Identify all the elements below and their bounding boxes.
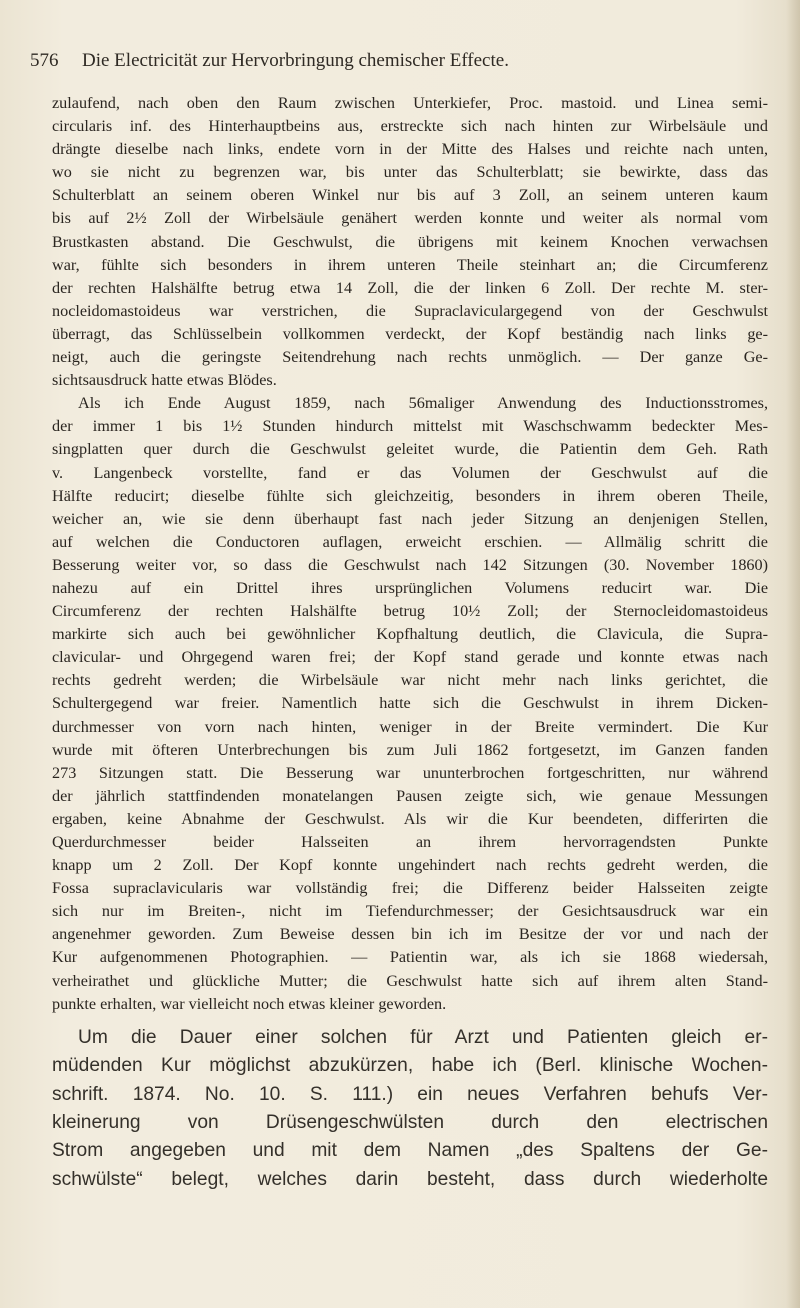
text-line: Strom angegeben und mit dem Namen „des Spaltens der Ge- [52, 1140, 768, 1162]
text-line: singplatten quer durch die Geschwulst geleitet wurde, die Patientin dem Geh. Rath [52, 440, 768, 459]
text-line: ergaben, keine Abnahme der Geschwulst. Als wir die Kur beendeten, differirten die [52, 809, 768, 828]
text-line: circularis inf. des Hinterhauptbeins aus, erstreckte sich nach hinten zur Wirbelsäule und [52, 117, 768, 136]
text-line: schrift. 1874. No. 10. S. 111.) ein neues Verfahren behufs Ver- [52, 1083, 768, 1105]
text-line: kleinerung von Drüsengeschwülsten durch den electrischen [52, 1111, 768, 1133]
text-line: weicher an, wie sie denn überhaupt fast nach jeder Sitzung an denjenigen Stellen, [52, 509, 768, 528]
text-line: war, fühlte sich besonders in ihrem unteren Theile steinhart an; die Circumferenz [52, 255, 768, 274]
text-line: Um die Dauer einer solchen für Arzt und Patienten gleich er- [78, 1026, 768, 1048]
text-line: müdenden Kur möglichst abzukürzen, habe ich (Berl. klinische Wochen- [52, 1055, 768, 1077]
text-line: bis auf 2½ Zoll der Wirbelsäule genähert werden konnte und weiter als normal vom [52, 209, 768, 228]
text-line: rechts gedreht werden; die Wirbelsäule war nicht mehr nach links gerichtet, die [52, 671, 768, 690]
running-title: Die Electricität zur Hervorbringung chemischer Effecte. [82, 50, 509, 71]
text-line: wurde mit öfteren Unterbrechungen bis zum Juli 1862 fortgesetzt, im Ganzen fanden [52, 740, 768, 759]
text-line: v. Langenbeck vorstellte, fand er das Volumen der Geschwulst auf die [52, 463, 768, 482]
text-line: Brustkasten abstand. Die Geschwulst, die übrigens mit keinem Knochen verwachsen [52, 232, 768, 251]
text-line: Als ich Ende August 1859, nach 56maliger Anwendung des Inductionsstromes, [78, 394, 768, 413]
text-line: Hälfte reducirt; dieselbe fühlte sich gleichzeitig, besonders in ihrem oberen Theile, [52, 486, 768, 505]
text-line: Schultergegend war freier. Namentlich hatte sich die Geschwulst in ihrem Dicken- [52, 694, 768, 713]
text-line: sichtsausdruck hatte etwas Blödes. [52, 371, 277, 390]
paragraph-1 [52, 92, 768, 392]
text-line: der immer 1 bis 1½ Stunden hindurch mittelst mit Waschschwamm bedeckter Mes- [52, 417, 768, 436]
paragraph-3 [52, 1024, 768, 1194]
text-line: angenehmer geworden. Zum Beweise dessen bin ich im Besitze der vor und nach der [52, 925, 768, 944]
text-line: Querdurchmesser beider Halsseiten an ihrem hervorragendsten Punkte [52, 833, 768, 851]
text-line: schwülste“ belegt, welches darin besteht, dass durch wiederholte [52, 1168, 768, 1190]
text-line: auf welchen die Conductoren auflagen, erweicht erschien. — Allmälig schritt die [52, 532, 768, 551]
text-line: Circumferenz der rechten Halshälfte betrug 10½ Zoll; der Sternocleidomastoideus [52, 602, 768, 621]
paragraph-2 [52, 392, 768, 1016]
text-line: zulaufend, nach oben den Raum zwischen Unterkiefer, Proc. mastoid. und Linea semi- [52, 94, 768, 112]
text-line: clavicular- und Ohrgegend waren frei; der Kopf stand gerade und konnte etwas nach [52, 648, 768, 667]
text-line: verheirathet und glückliche Mutter; die Geschwulst hatte sich auf ihrem alten Stand- [52, 971, 768, 990]
page-edge-shadow [786, 0, 800, 1308]
paragraph-spacer [52, 1016, 768, 1024]
text-line: der jährlich stattfindenden monatelangen Pausen zeigte sich, wie genaue Messungen [52, 786, 768, 805]
text-line: nahezu auf ein Drittel ihres ursprünglichen Volumens reducirt war. Die [52, 578, 768, 597]
text-line: Besserung weiter vor, so dass die Geschwulst nach 142 Sitzungen (30. November 1860) [52, 555, 768, 574]
text-line: der rechten Halshälfte betrug etwa 14 Zoll, die der linken 6 Zoll. Der rechte M. ster- [52, 278, 768, 297]
text-line: Fossa supraclavicularis war vollständig frei; die Differenz beider Halsseiten zeigte [52, 879, 768, 898]
text-line: wo sie nicht zu begrenzen war, bis unter das Schulterblatt; sie bewirkte, dass das [52, 163, 768, 182]
text-line: markirte sich auch bei gewöhnlicher Kopfhaltung deutlich, die Clavicula, die Supra- [52, 625, 768, 644]
body-text [52, 92, 768, 1194]
page-number: 576 [30, 50, 59, 71]
text-line: punkte erhalten, war vielleicht noch etwas kleiner geworden. [52, 994, 447, 1013]
text-line: neigt, auch die geringste Seitendrehung nach rechts unmöglich. — Der ganze Ge- [52, 348, 768, 367]
text-line: 273 Sitzungen statt. Die Besserung war ununterbrochen fortgeschritten, nur während [52, 763, 768, 782]
text-line: nocleidomastoideus war verstrichen, die Supraclaviculargegend von der Geschwulst [52, 301, 768, 320]
text-line: durchmesser von vorn nach hinten, weniger in der Breite vermindert. Die Kur [52, 717, 768, 736]
text-line: Schulterblatt an seinem oberen Winkel nur bis auf 3 Zoll, an seinem unteren kaum [52, 186, 768, 205]
running-head [30, 50, 770, 72]
text-line: drängte dieselbe nach links, endete vorn in der Mitte des Halses und reichte nach unten, [52, 140, 768, 159]
text-line: knapp um 2 Zoll. Der Kopf konnte ungehindert nach rechts gedreht werden, die [52, 856, 768, 875]
text-line: sich nur im Breiten-, nicht im Tiefendurchmesser; der Gesichtsausdruck war ein [52, 902, 768, 921]
text-line: Kur aufgenommenen Photographien. — Patientin war, als ich sie 1868 wiedersah, [52, 948, 768, 967]
text-line: überragt, das Schlüsselbein vollkommen verdeckt, der Kopf beständig nach links ge- [52, 324, 768, 343]
